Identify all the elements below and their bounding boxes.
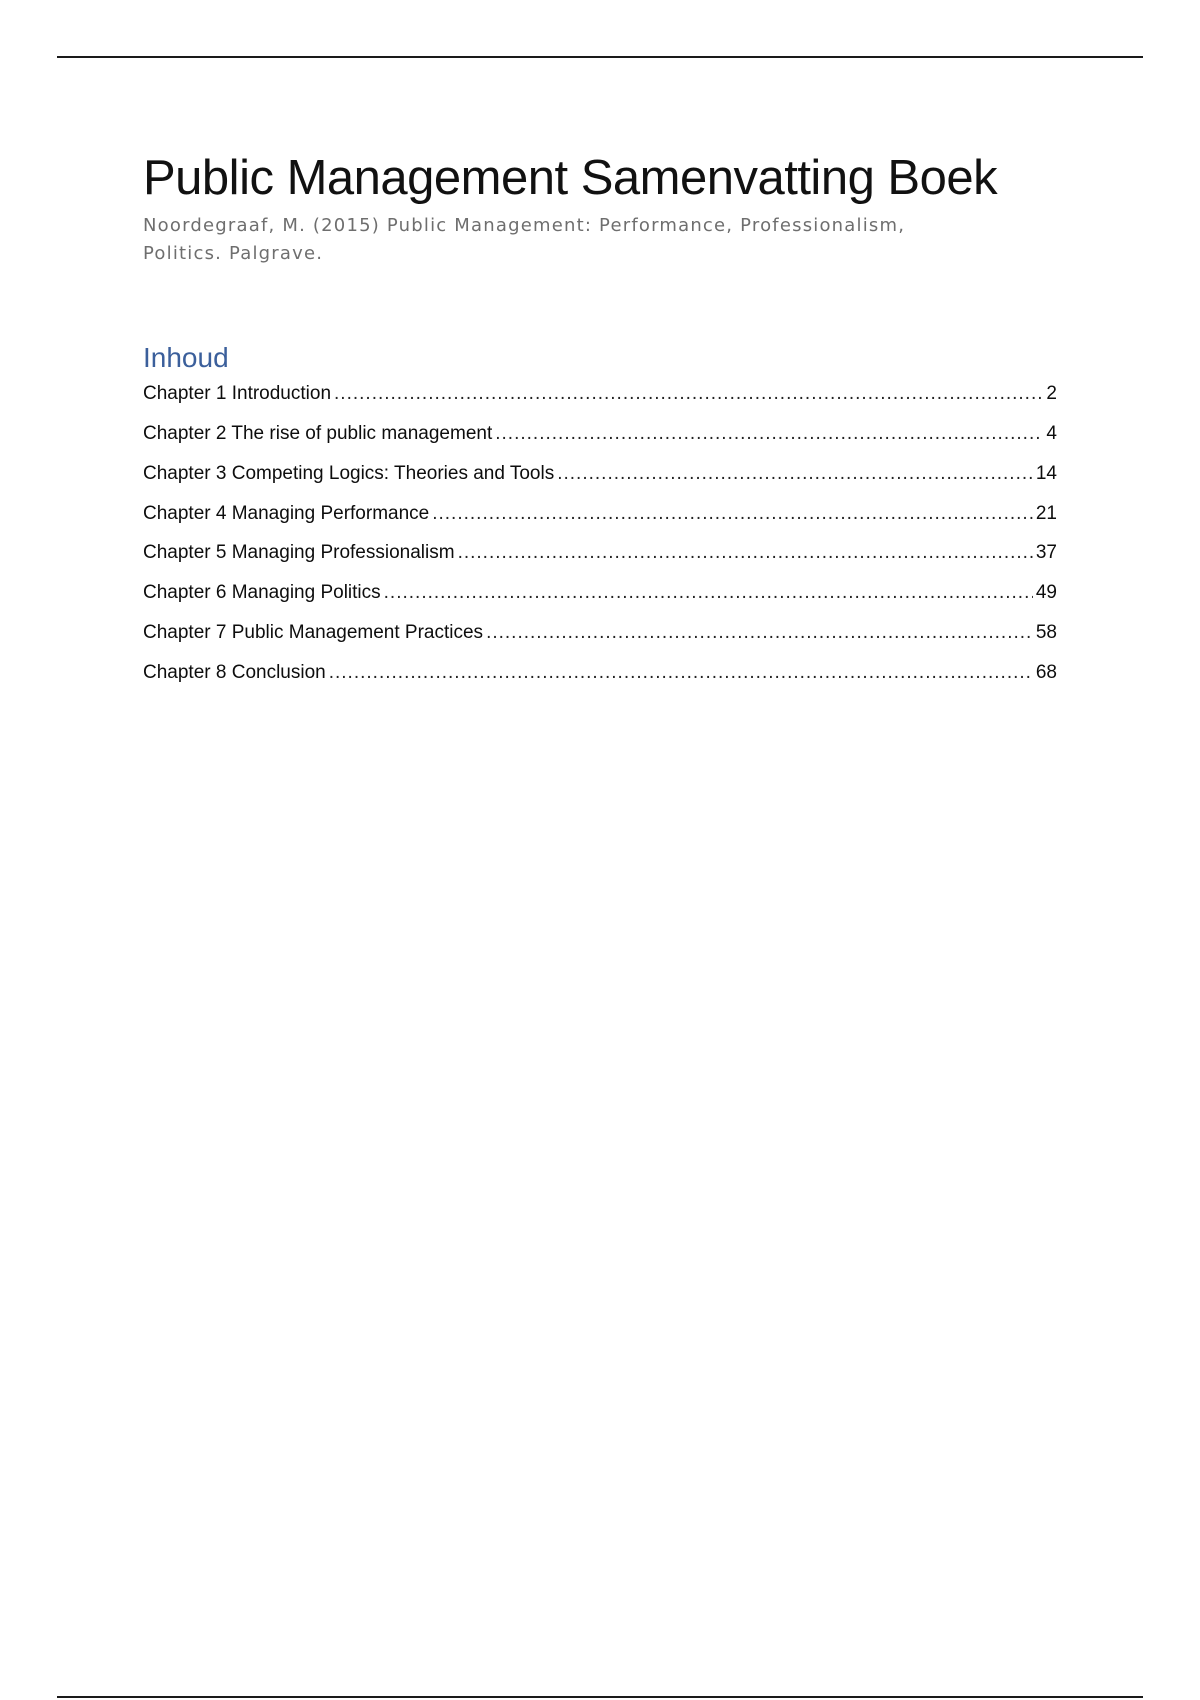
toc-entry-title: Chapter 6 Managing Politics [143,582,381,603]
footer-rule [57,1696,1143,1698]
toc-entry-page-number: 58 [1035,621,1057,643]
toc-entry-chapter-5[interactable] [143,538,1057,578]
document-subtitle: Noordegraaf, M. (2015) Public Management: Performance, Professionalism, Politics. Palgrave. [143,215,906,264]
toc-entry-page-number: 68 [1035,661,1057,683]
toc-entry-title: Chapter 2 The rise of public management [143,423,493,444]
toc-entry-page-number: 2 [1046,383,1057,404]
toc-entry-page-number: 37 [1035,542,1057,563]
toc-entry-title: Chapter 8 Conclusion [143,661,326,683]
toc-dot-leader [458,538,1033,568]
toc-entry-chapter-4[interactable] [143,499,1057,539]
toc-dot-leader [334,379,1043,409]
toc-entry-title: Chapter 7 Public Management Practices [143,621,484,643]
toc-entry-chapter-8[interactable] [143,658,1057,698]
toc-entry-page-number: 21 [1035,502,1057,524]
toc-entry-chapter-7[interactable] [143,618,1057,658]
toc-dot-leader [557,459,1033,489]
toc-heading: Inhoud [143,342,229,373]
toc-entry-chapter-1[interactable] [143,379,1057,419]
toc-entry-title: Chapter 4 Managing Performance [143,502,430,524]
toc-entry-chapter-3[interactable] [143,459,1057,499]
toc-entry-chapter-2[interactable] [143,419,1057,459]
toc-dot-leader [432,499,1033,529]
toc-dot-leader [384,578,1033,608]
toc-entry-title: Chapter 1 Introduction [143,383,332,404]
toc-entry-page-number: 14 [1035,462,1057,484]
header-rule [57,56,1143,58]
toc-entry-chapter-6[interactable] [143,578,1057,618]
toc-dot-leader [495,419,1043,449]
toc-dot-leader [329,658,1033,688]
document-page [143,146,1057,697]
toc-entry-title: Chapter 3 Competing Logics: Theories and Tools [143,462,555,484]
toc-entry-page-number: 4 [1046,423,1057,444]
document-title: Public Management Samenvatting Boek [143,151,998,205]
toc-entry-page-number: 49 [1035,582,1057,603]
toc-entry-title: Chapter 5 Managing Professionalism [143,542,455,563]
table-of-contents [143,379,1057,697]
toc-dot-leader [486,618,1033,648]
